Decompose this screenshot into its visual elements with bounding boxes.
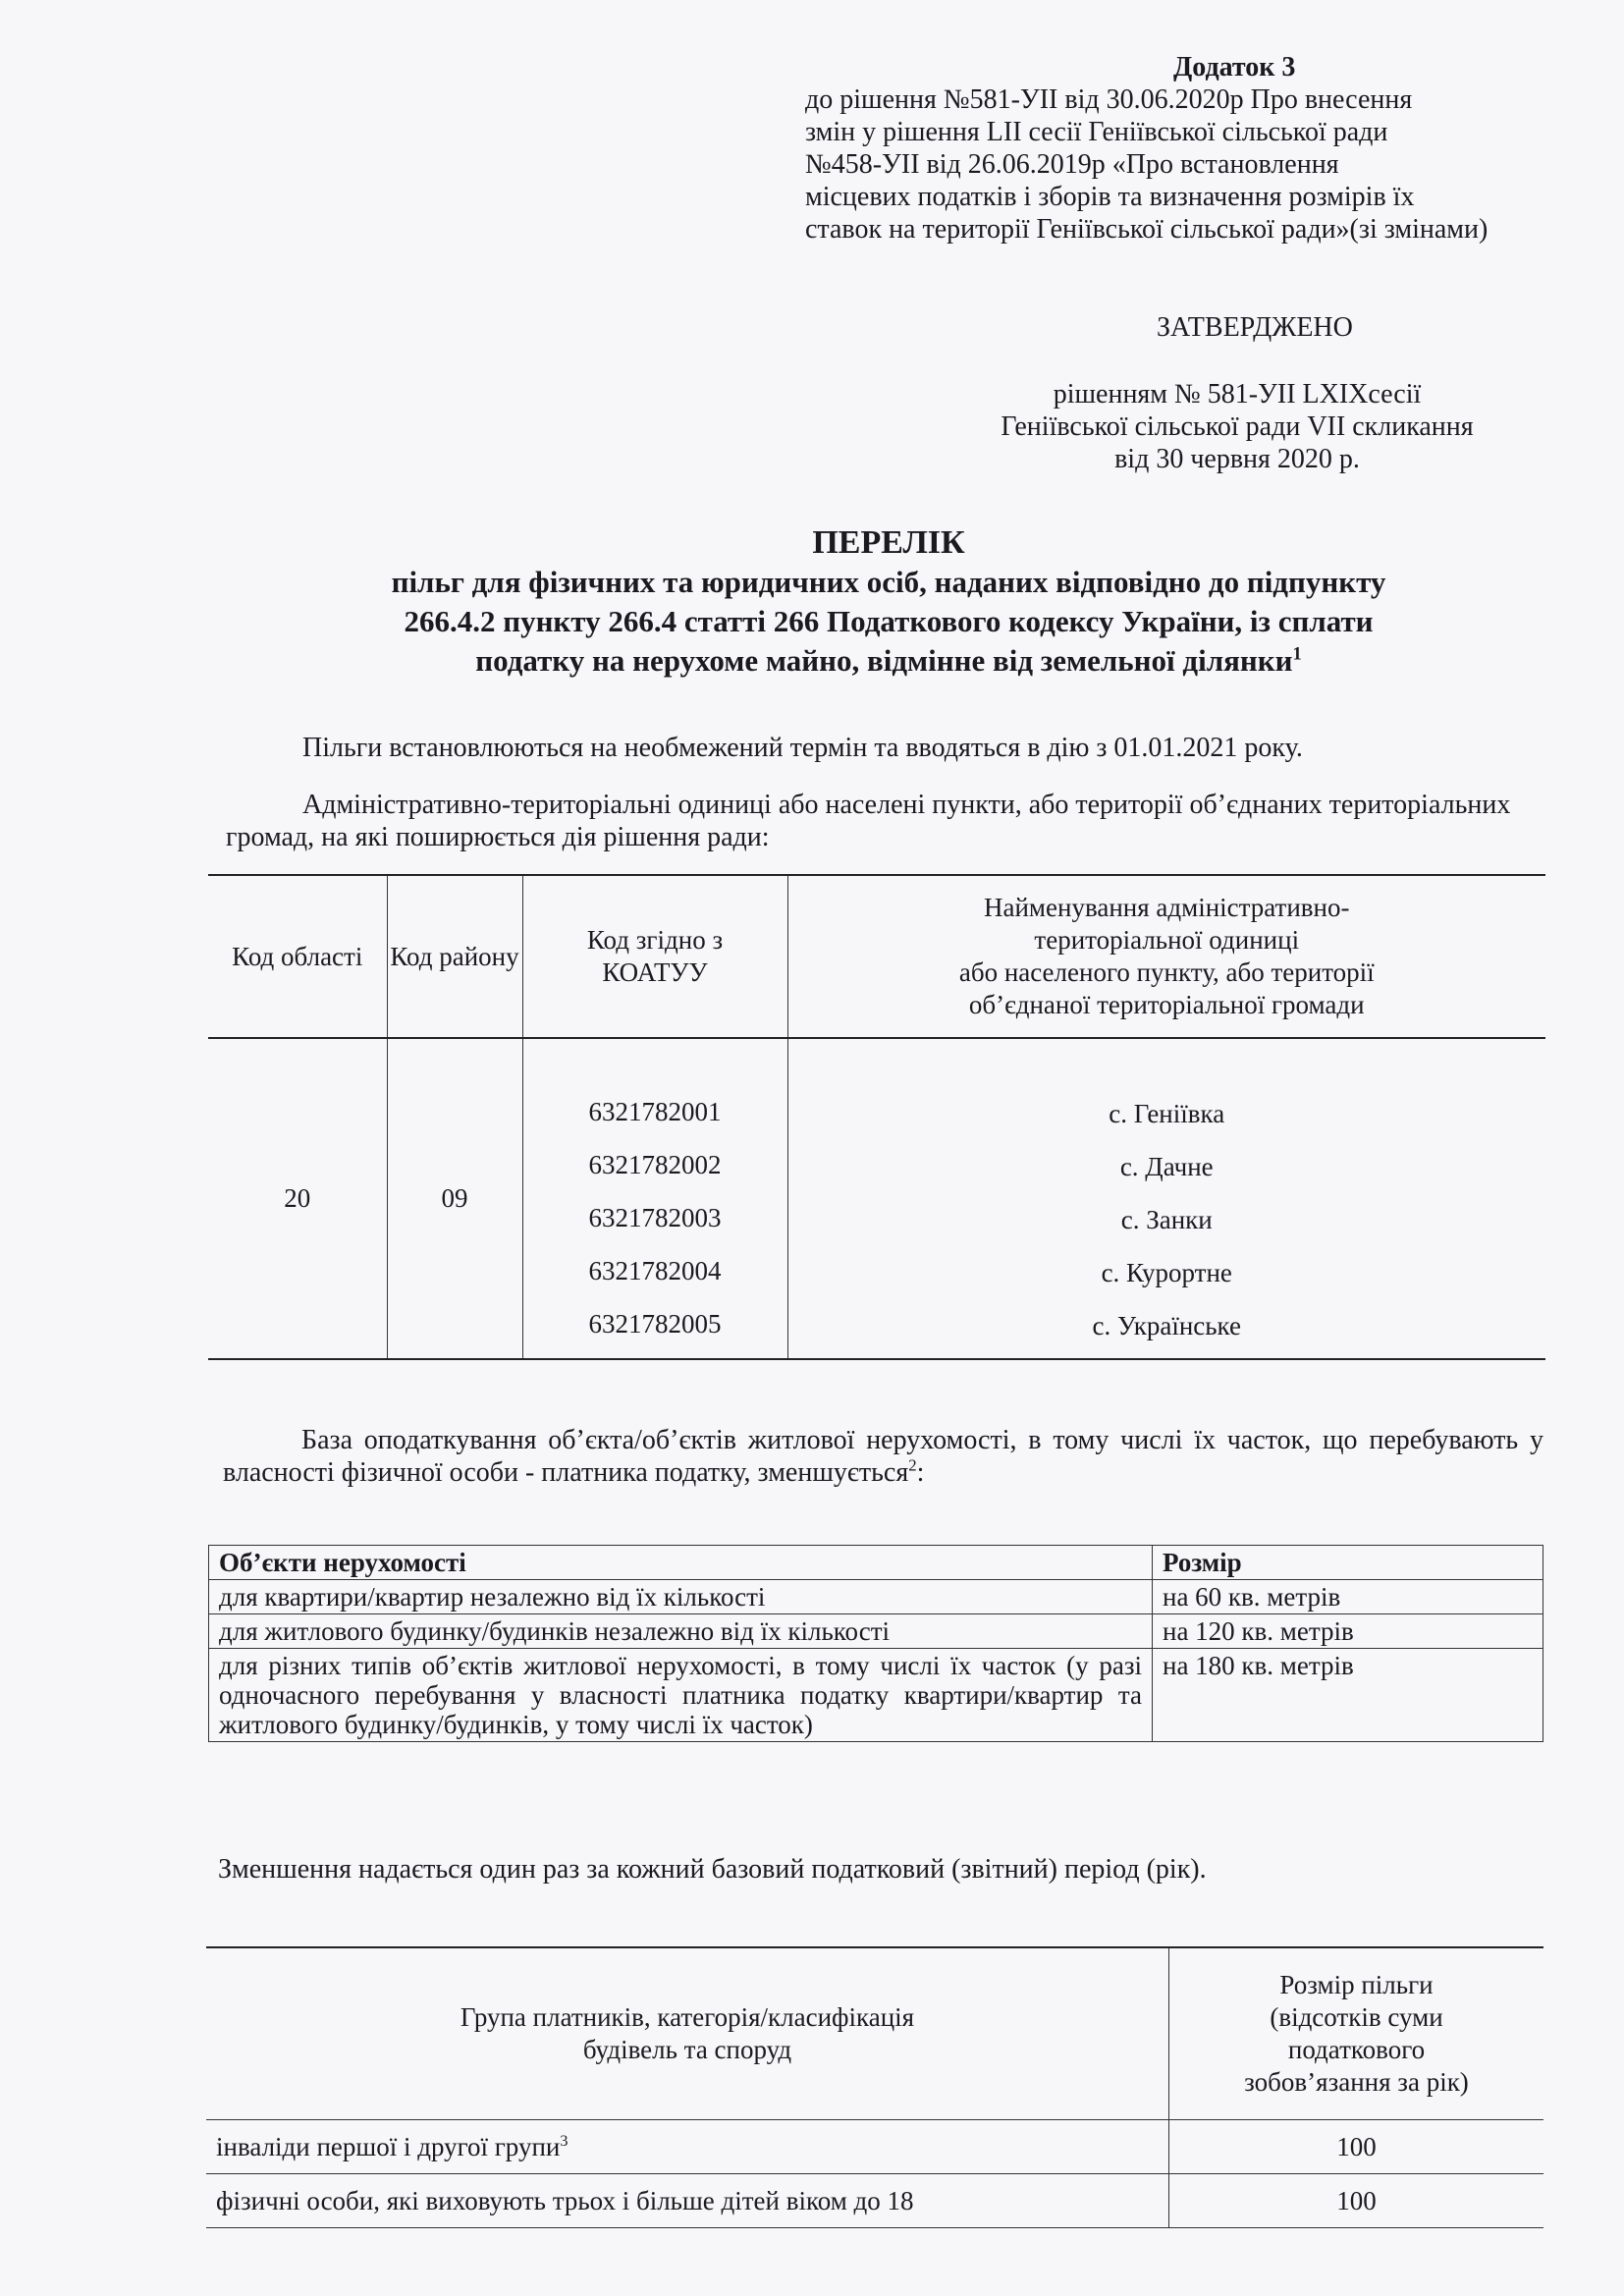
header-region-code: Код області — [208, 875, 387, 1038]
payer-group — [206, 2174, 1169, 2228]
footnote-marker: 3 — [560, 2131, 568, 2150]
header-district-code: Код району — [387, 875, 522, 1038]
payer-group-text: інваліди першої і другої групи — [216, 2131, 561, 2161]
base-reduction-end: : — [916, 1457, 925, 1488]
table-header-row — [206, 1947, 1543, 2120]
header-objects: Об’єкти нерухомості — [209, 1546, 1153, 1580]
paragraph-once-per-period: Зменшення надається один раз за кожний базовий податковий (звітний) період (рік). — [218, 1854, 1207, 1885]
settlement-name: с. Геніївка — [1109, 1098, 1225, 1128]
koatuu-code: 6321782001 — [588, 1096, 722, 1126]
reduction-size: на 120 кв. метрів — [1153, 1614, 1543, 1649]
payer-group-text: фізичні особи, які виховують трьох і більше дітей віком до 18 — [216, 2185, 914, 2215]
settlement-name: с. Українське — [1092, 1310, 1241, 1340]
base-reduction-text: База оподаткування об’єкта/об’єктів житлової нерухомості, в тому числі їх часток, що перебувають у власності фізичної особи - платника податку, зменшується — [223, 1425, 1543, 1488]
object-type: для житлового будинку/будинків незалежно від їх кількості — [209, 1614, 1153, 1649]
table-row — [206, 2120, 1543, 2174]
approved-decision: рішенням № 581-УІІ LXIXсесії Геніївської сільської ради VII скликання від 30 червня 2020 р. — [1001, 379, 1474, 474]
region-code: 20 — [208, 1038, 387, 1359]
koatuu-code: 6321782003 — [588, 1202, 722, 1232]
annex-text: до рішення №581-УІІ від 30.06.2020р Про внесення змін у рішення LII сесії Геніївської сільської ради №458-УІІ від 26.06.2019р «Про встановлення місцевих податків і зборів та визначення розмірів їх ставок на території Геніївської сільської ради»(зі змінами) — [805, 84, 1489, 245]
district-code: 09 — [387, 1038, 522, 1359]
table-header-row — [209, 1546, 1543, 1580]
paragraph-term: Пільги встановлюються на необмежений термін та вводяться в дію з 01.01.2021 року. — [302, 733, 1303, 763]
header-benefit-size: Розмір пільги (відсотків суми податкового зобов’язання за рік) — [1169, 1947, 1544, 2120]
territory-table — [208, 874, 1545, 1360]
table-row — [208, 1038, 1545, 1359]
reduction-size: на 180 кв. метрів — [1153, 1649, 1543, 1742]
header-payer-group: Група платників, категорія/класифікація будівель та споруд — [206, 1947, 1169, 2120]
table-header-row — [208, 875, 1545, 1038]
table-row — [209, 1614, 1543, 1649]
title-main: ПЕРЕЛІК — [812, 524, 965, 561]
table-row — [206, 2174, 1543, 2228]
benefit-percent: 100 — [1169, 2120, 1544, 2174]
benefit-percent: 100 — [1169, 2174, 1544, 2228]
approved-label: ЗАТВЕРДЖЕНО — [1157, 312, 1353, 343]
annex-header — [805, 51, 1551, 246]
payer-group — [206, 2120, 1169, 2174]
benefits-table — [206, 1946, 1543, 2228]
document-title — [216, 523, 1561, 681]
footnote-marker: 1 — [1292, 643, 1302, 665]
object-type: для квартири/квартир незалежно від їх кількості — [209, 1580, 1153, 1614]
paragraph-base-reduction — [223, 1424, 1543, 1489]
objects-table — [208, 1545, 1543, 1742]
settlement-name: с. Курортне — [1101, 1257, 1232, 1287]
object-type: для різних типів об’єктів житлової нерухомості, в тому числі їх часток (у разі одночасного перебування у власності платника податку квартири/квартир та житлового будинку/будинків, у тому числі їх часток) — [209, 1649, 1153, 1742]
koatuu-codes — [522, 1038, 787, 1359]
annex-title: Додаток 3 — [1173, 52, 1296, 82]
reduction-size: на 60 кв. метрів — [1153, 1580, 1543, 1614]
header-unit-name: Найменування адміністративно- територіальної одиниці або населеного пункту, або території об’єднаної територіальної громади — [787, 875, 1545, 1038]
koatuu-code: 6321782002 — [588, 1149, 722, 1179]
header-koatuu: Код згідно з КОАТУУ — [522, 875, 787, 1038]
title-subtitle — [216, 563, 1561, 681]
table-row — [209, 1580, 1543, 1614]
koatuu-code: 6321782005 — [588, 1308, 722, 1339]
table-row — [209, 1649, 1543, 1742]
header-size: Розмір — [1153, 1546, 1543, 1580]
footnote-marker: 2 — [908, 1455, 917, 1475]
settlement-name: с. Занки — [1120, 1204, 1213, 1234]
koatuu-code: 6321782004 — [588, 1255, 722, 1285]
title-subtitle-text: пільг для фізичних та юридичних осіб, наданих відповідно до підпункту 266.4.2 пункту 266.4 статті 266 Податкового кодексу України, із сплати податку на нерухоме майно, відмінне від земельної ділянки — [391, 565, 1386, 678]
paragraph-territory-intro: Адміністративно-територіальні одиниці або населені пункти, або території об’єднаних територіальних громад, на які поширюється дія рішення ради: — [226, 790, 1511, 852]
settlement-name: с. Дачне — [1119, 1151, 1214, 1181]
settlement-names — [787, 1038, 1545, 1359]
